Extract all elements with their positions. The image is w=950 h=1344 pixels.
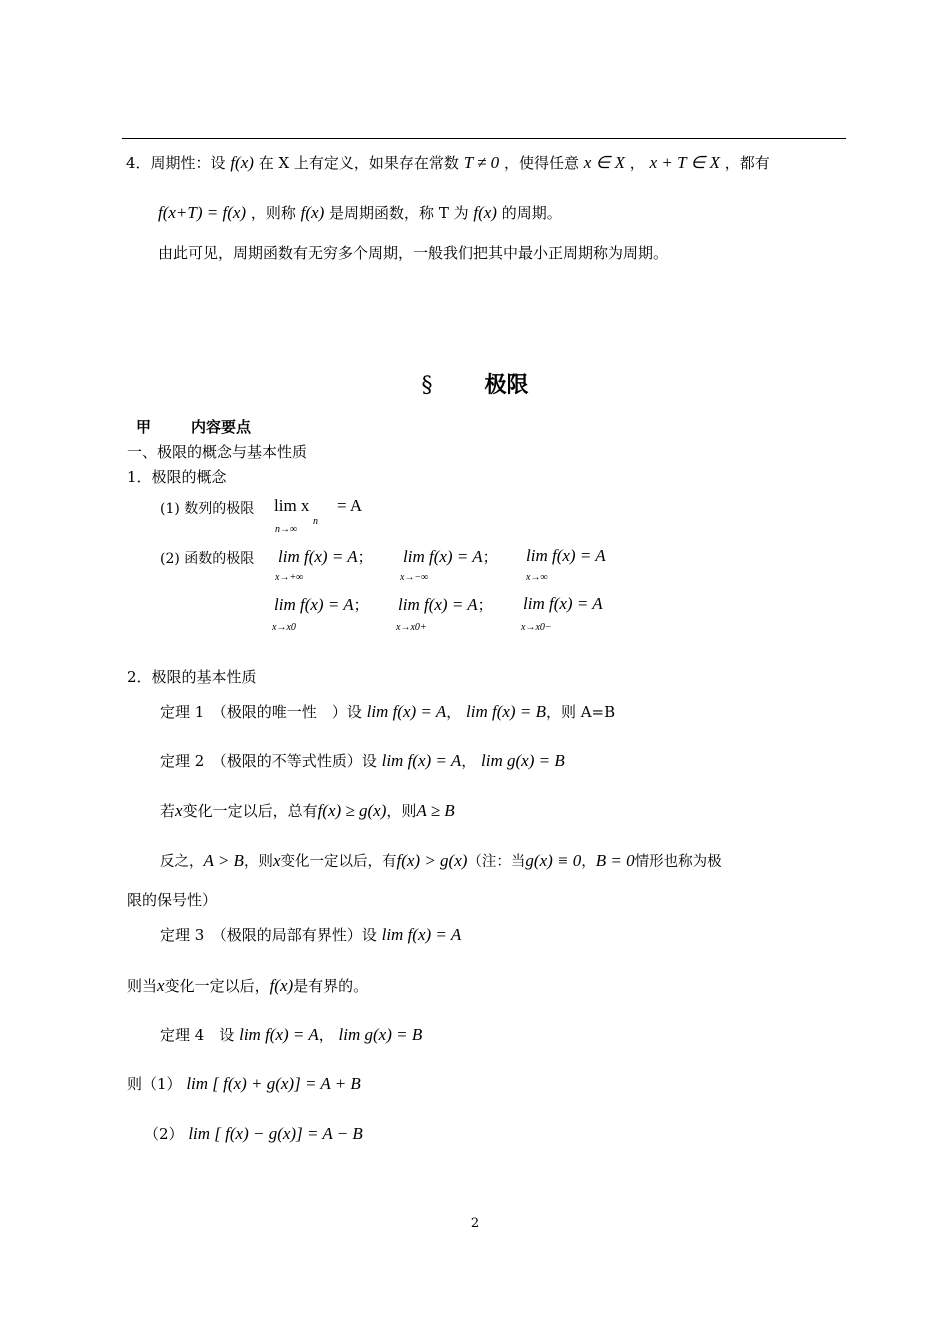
fn-limit-label: (2) 函数的极限	[160, 551, 255, 567]
theorem-3-line-2	[127, 975, 368, 997]
math: x	[157, 976, 165, 995]
text: （注：当	[467, 854, 526, 870]
math: = A	[336, 496, 363, 515]
periodicity-line-2	[158, 202, 562, 224]
seq-under: n→∞	[275, 524, 298, 535]
seq-sub-n: n	[313, 516, 318, 527]
math: f(x)	[473, 203, 497, 222]
math: f(x) > g(x)	[396, 851, 468, 870]
text: 是有界的。	[293, 977, 369, 995]
math: lim f(x) = A	[239, 1025, 319, 1044]
math: lim f(x) = A	[278, 547, 358, 566]
math: lim f(x) = A	[523, 594, 603, 613]
math: x + T ∈ X	[649, 153, 720, 172]
outline-heading-2: 1．极限的概念	[127, 468, 227, 486]
text: 变化一定以后，总有	[182, 802, 318, 820]
text: 4．周期性：设	[126, 154, 226, 172]
text: 反之，	[160, 854, 204, 870]
theorem-4	[160, 1024, 422, 1046]
heading-jia: 甲	[136, 418, 152, 436]
text: 定理 4 设	[160, 1026, 235, 1044]
text: 变化一定以后，有	[280, 854, 397, 870]
fn-limit-1	[403, 546, 498, 567]
math: lim f(x) = A	[381, 925, 462, 944]
text: ，都有	[724, 154, 770, 172]
theorem-2-line-4: 限的保号性）	[127, 891, 218, 909]
sep: ；	[477, 596, 493, 614]
theorem-2-line-2	[160, 800, 455, 822]
text: 在 X 上有定义，如果存在常数	[258, 154, 459, 172]
fn-limit-4	[398, 594, 493, 615]
math: x ∈ X	[583, 153, 626, 172]
text: 则当	[127, 977, 158, 995]
text: 变化一定以后，	[164, 977, 270, 995]
theorem-3	[160, 924, 461, 946]
math: lim f(x) = A	[403, 547, 483, 566]
text: ，	[461, 752, 477, 770]
math: lim f(x) = B	[466, 702, 546, 721]
text: ，则称	[250, 204, 296, 222]
math: A ≥ B	[416, 801, 455, 820]
text: 定理 2 （极限的不等式性质）设	[160, 752, 377, 770]
math: lim f(x) = A	[398, 595, 478, 614]
subsection-heading	[136, 416, 251, 438]
math: f(x)	[230, 153, 254, 172]
math: lim [ f(x) − g(x)] = A − B	[188, 1124, 363, 1143]
math: lim g(x) = B	[338, 1025, 423, 1044]
text: 定理 1 （极限的唯一性 ）设	[160, 703, 362, 721]
text: 的周期。	[501, 204, 562, 222]
text: （2）	[144, 1125, 184, 1143]
math: lim f(x) = A	[381, 751, 462, 770]
theorem-4-item-2	[144, 1123, 363, 1145]
math: lim f(x) = A	[366, 702, 447, 721]
math: f(x) ≥ g(x)	[317, 801, 387, 820]
section-title	[0, 368, 950, 399]
fn-under-1: x→−∞	[400, 572, 429, 583]
math: lim x	[274, 496, 310, 515]
fn-under-0: x→+∞	[275, 572, 304, 583]
sep: ；	[482, 548, 498, 566]
theorem-2	[160, 750, 565, 772]
fn-limit-5	[523, 594, 603, 614]
math: B = 0	[595, 851, 635, 870]
fn-limit-3	[274, 594, 369, 615]
text: 定理 3 （极限的局部有界性）设	[160, 926, 377, 944]
math: f(x)	[300, 203, 325, 222]
text: ，则	[243, 854, 273, 870]
page-number: 2	[470, 1216, 480, 1231]
fn-under-5: x→x0−	[521, 622, 552, 633]
sep: ；	[357, 548, 373, 566]
math: x	[272, 851, 281, 870]
theorem-1	[160, 701, 615, 723]
text: ，则 A=B	[545, 703, 616, 721]
section-mark: §	[421, 373, 433, 398]
heading-title: 内容要点	[191, 418, 252, 436]
math: g(x) ≡ 0	[525, 851, 582, 870]
math: f(x+T) = f(x)	[158, 203, 247, 222]
text: ，	[629, 154, 645, 172]
math: A > B	[203, 851, 244, 870]
fn-under-3: x→x0	[272, 622, 296, 633]
periodicity-line-1	[126, 152, 770, 174]
fn-under-4: x→x0+	[396, 622, 427, 633]
math: f(x)	[269, 976, 294, 995]
theorem-4-item-1	[127, 1073, 361, 1095]
text: ，使得任意	[503, 154, 579, 172]
text: 若	[160, 802, 176, 820]
math: x	[175, 801, 183, 820]
sep: ；	[353, 596, 369, 614]
text: ，则	[386, 802, 417, 820]
text: 则（1）	[127, 1075, 182, 1093]
header-rule	[122, 138, 846, 139]
math: lim [ f(x) + g(x)] = A + B	[186, 1074, 361, 1093]
text: 是周期函数，称 T 为	[329, 204, 469, 222]
seq-limit-expr	[274, 496, 362, 516]
text: ，	[446, 703, 462, 721]
periodicity-line-3: 由此可见，周期函数有无穷多个周期，一般我们把其中最小正周期称为周期。	[158, 244, 669, 262]
outline-heading-1: 一、极限的概念与基本性质	[127, 443, 308, 461]
seq-limit-label: (1) 数列的极限	[160, 501, 255, 517]
fn-under-2: x→∞	[526, 572, 548, 583]
math: lim f(x) = A	[274, 595, 354, 614]
fn-limit-2	[526, 546, 606, 566]
text: ，	[581, 854, 596, 870]
math: lim g(x) = B	[481, 751, 565, 770]
section-title-text: 极限	[484, 372, 529, 398]
math: lim f(x) = A	[526, 546, 606, 565]
props-heading: 2．极限的基本性质	[127, 668, 257, 686]
fn-limit-0	[278, 546, 373, 567]
math: T ≠ 0	[463, 153, 500, 172]
text: ，	[318, 1026, 334, 1044]
text: 情形也称为极	[634, 854, 722, 870]
theorem-2-line-3	[160, 850, 722, 873]
